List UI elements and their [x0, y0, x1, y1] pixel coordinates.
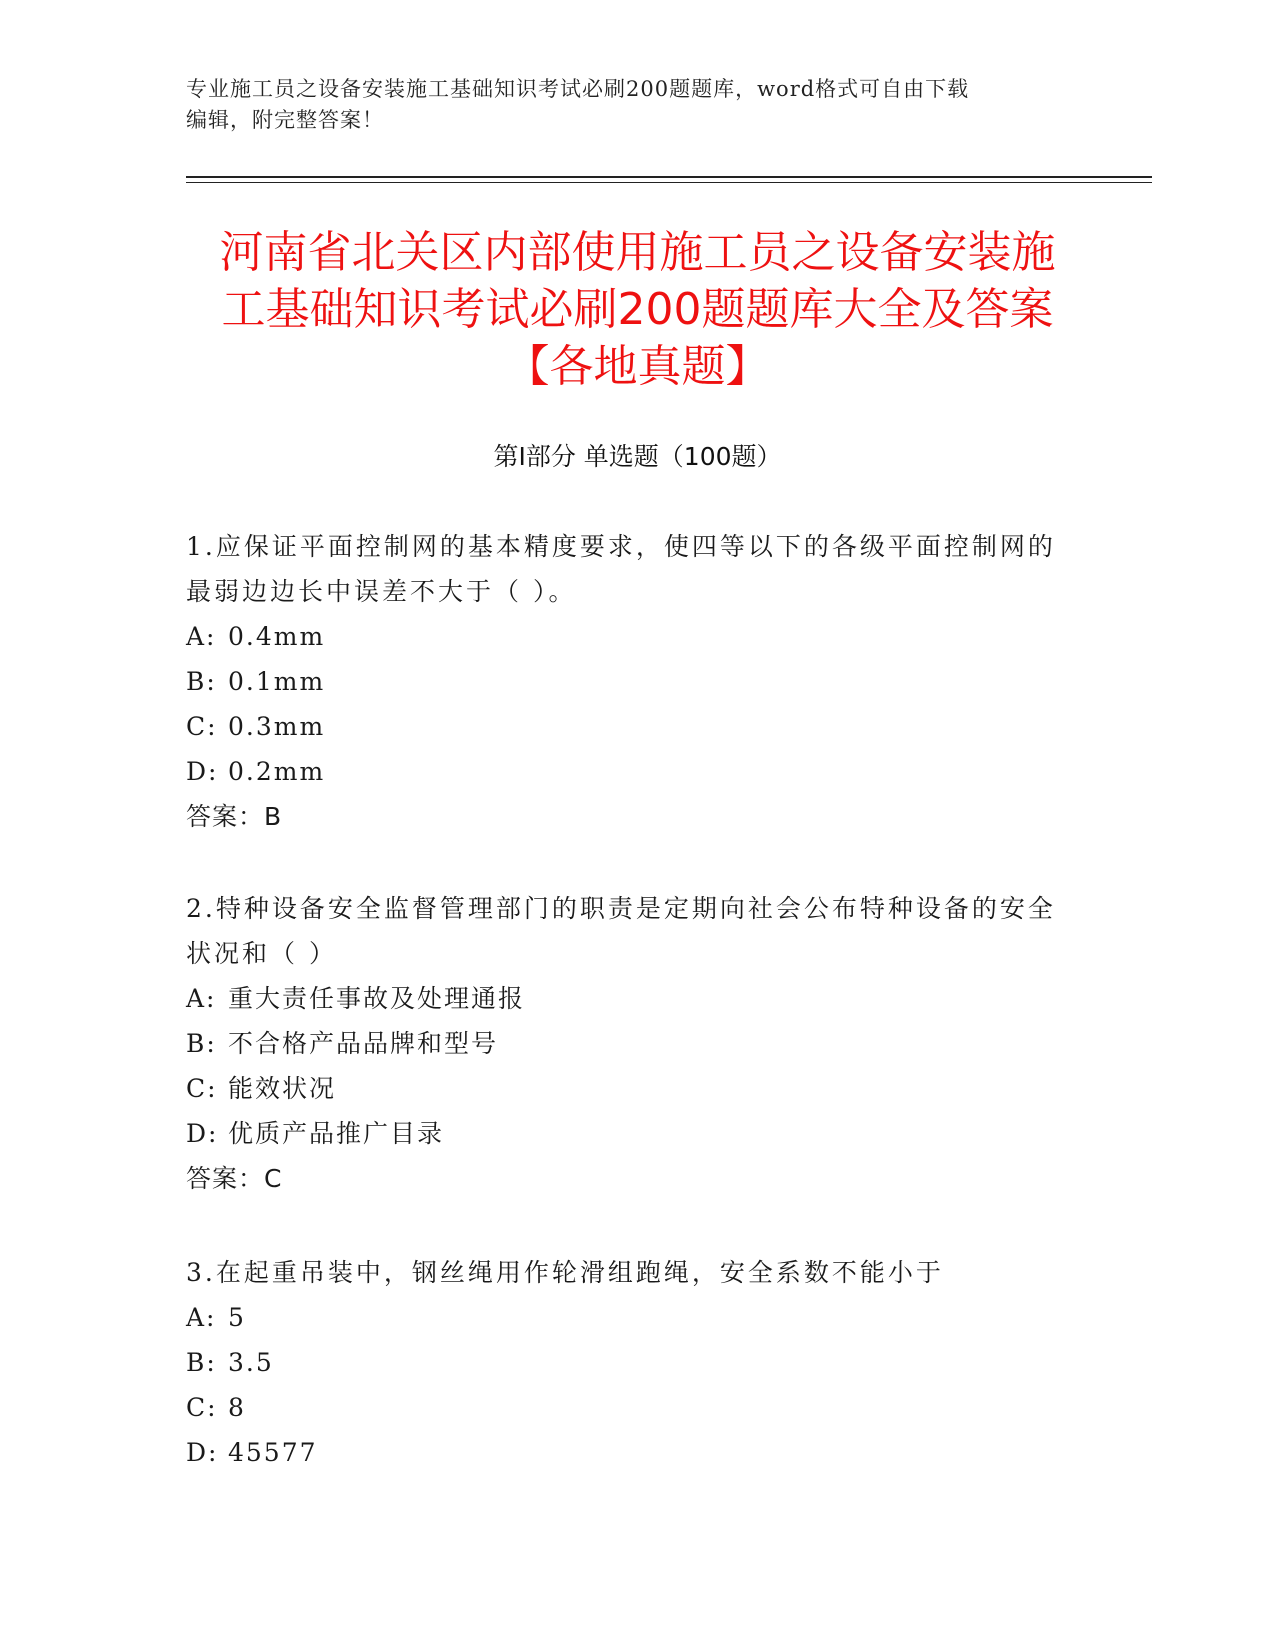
document-title-line-2: 工基础知识考试必刷200题题库大全及答案	[221, 284, 1054, 335]
option-key: D:	[186, 757, 219, 786]
option-text: 0.2mm	[228, 757, 326, 786]
option-key: C:	[186, 712, 218, 741]
option-text: 不合格产品品牌和型号	[228, 1029, 499, 1058]
option-key: B:	[186, 667, 217, 696]
option-c	[186, 1385, 1066, 1430]
answer: 答案：B	[186, 802, 283, 831]
option-text: 0.3mm	[228, 712, 326, 741]
header-note-line-2: 编辑，附完整答案！	[186, 108, 384, 132]
option-key: D:	[186, 1119, 219, 1148]
option-text: 能效状况	[228, 1074, 337, 1103]
document-title-line-3: 【各地真题】	[505, 341, 770, 392]
question-stem: 3.在起重吊装中，钢丝绳用作轮滑组跑绳，安全系数不能小于	[186, 1258, 944, 1287]
option-text: 优质产品推广目录	[228, 1119, 445, 1148]
option-key: D:	[186, 1438, 219, 1467]
option-b	[186, 659, 1066, 704]
option-text: 8	[228, 1393, 246, 1422]
option-key: C:	[186, 1393, 218, 1422]
option-text: 0.1mm	[228, 667, 326, 696]
header-divider-thick	[186, 176, 1152, 178]
document-title-line-1: 河南省北关区内部使用施工员之设备安装施	[219, 227, 1056, 278]
option-text: 重大责任事故及处理通报	[228, 984, 526, 1013]
option-a	[186, 976, 1066, 1021]
option-c	[186, 704, 1066, 749]
option-key: C:	[186, 1074, 218, 1103]
option-text: 5	[228, 1303, 246, 1332]
option-d	[186, 749, 1066, 794]
option-key: B:	[186, 1348, 217, 1377]
document-title	[150, 224, 1125, 395]
question-1	[186, 524, 1066, 839]
option-d	[186, 1430, 1066, 1475]
option-text: 3.5	[228, 1348, 274, 1377]
answer: 答案：C	[186, 1164, 283, 1193]
option-b	[186, 1340, 1066, 1385]
section-heading: 第Ⅰ部分 单选题（100题）	[493, 442, 782, 471]
option-key: A:	[186, 622, 217, 651]
header-note	[186, 74, 1086, 136]
option-key: A:	[186, 984, 217, 1013]
question-3	[186, 1250, 1066, 1475]
question-stem: 2.特种设备安全监督管理部门的职责是定期向社会公布特种设备的安全状况和（ ）	[186, 894, 1056, 968]
option-text: 45577	[228, 1438, 318, 1467]
option-key: A:	[186, 1303, 217, 1332]
option-key: B:	[186, 1029, 217, 1058]
question-stem: 1.应保证平面控制网的基本精度要求，使四等以下的各级平面控制网的最弱边边长中误差不大于（ ）。	[186, 532, 1056, 606]
option-a	[186, 1295, 1066, 1340]
header-divider-thin	[186, 182, 1152, 183]
question-2	[186, 886, 1066, 1201]
option-a	[186, 614, 1066, 659]
option-d	[186, 1111, 1066, 1156]
header-note-line-1: 专业施工员之设备安装施工基础知识考试必刷200题题库，word格式可自由下载	[186, 77, 970, 101]
option-text: 0.4mm	[228, 622, 326, 651]
option-c	[186, 1066, 1066, 1111]
option-b	[186, 1021, 1066, 1066]
